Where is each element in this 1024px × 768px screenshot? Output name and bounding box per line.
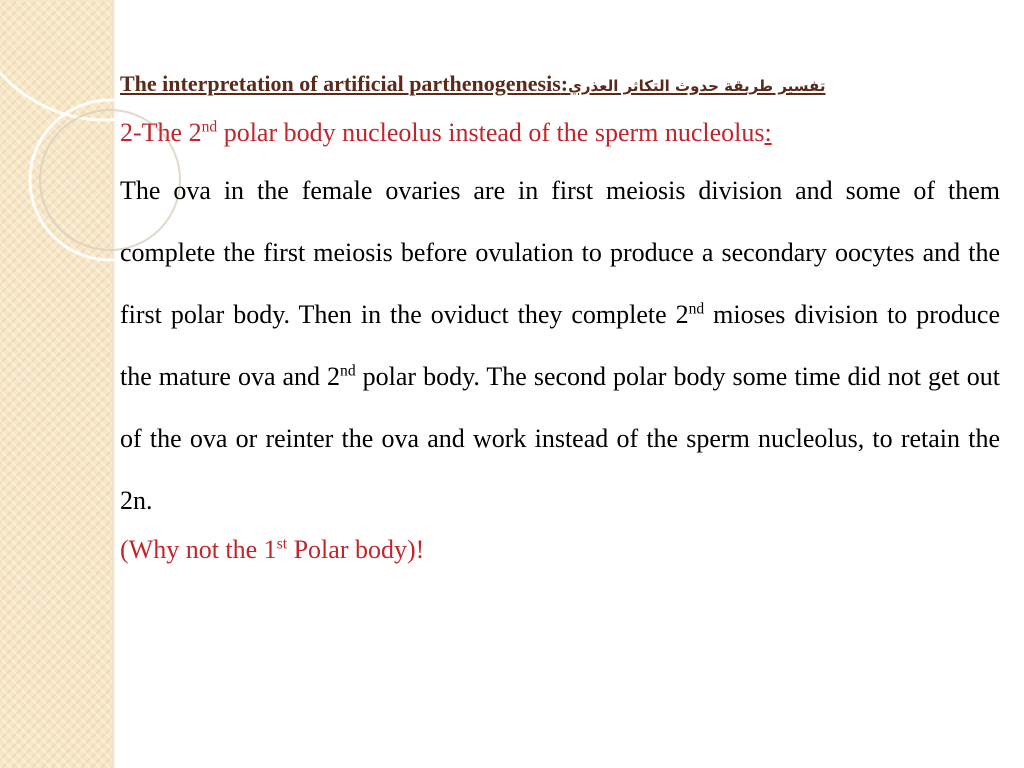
subtitle-part2: polar body nucleolus instead of the sperm nucleolus [217, 117, 765, 147]
closing-question [120, 534, 1000, 565]
body-paragraph [120, 160, 1000, 532]
title-english: The interpretation of artificial parthenogenesis [120, 71, 561, 96]
body-segment-3: polar body. The second polar body some time did not get out of the ova or reinter the ova and work instead of the sperm nucleolus, to retain the 2n. [120, 361, 1000, 515]
subtitle-superscript: nd [201, 117, 218, 135]
question-superscript: st [276, 535, 288, 553]
question-part2: Polar body)! [287, 534, 425, 564]
body-segment-1: The ova in the female ovaries are in first meiosis division and some of them complete the first meiosis before ovulation to produce a secondary oocytes and the first polar body. Then in the oviduct they complete 2 [120, 175, 1000, 329]
slide-content [120, 70, 1000, 565]
title-arabic: تفسير طريقة حدوث التكاثر العذري [568, 77, 826, 95]
body-superscript-2: nd [340, 362, 356, 380]
body-segment-2: mioses division to produce the mature ova and 2 [120, 299, 1000, 391]
body-superscript-1: nd [688, 300, 705, 318]
subtitle-part1: 2-The 2 [120, 117, 202, 147]
slide-subtitle [120, 117, 1000, 148]
subtitle-colon: : [764, 117, 772, 147]
slide-title [120, 70, 1000, 99]
title-colon: : [560, 71, 569, 96]
question-part1: (Why not the 1 [120, 534, 277, 564]
